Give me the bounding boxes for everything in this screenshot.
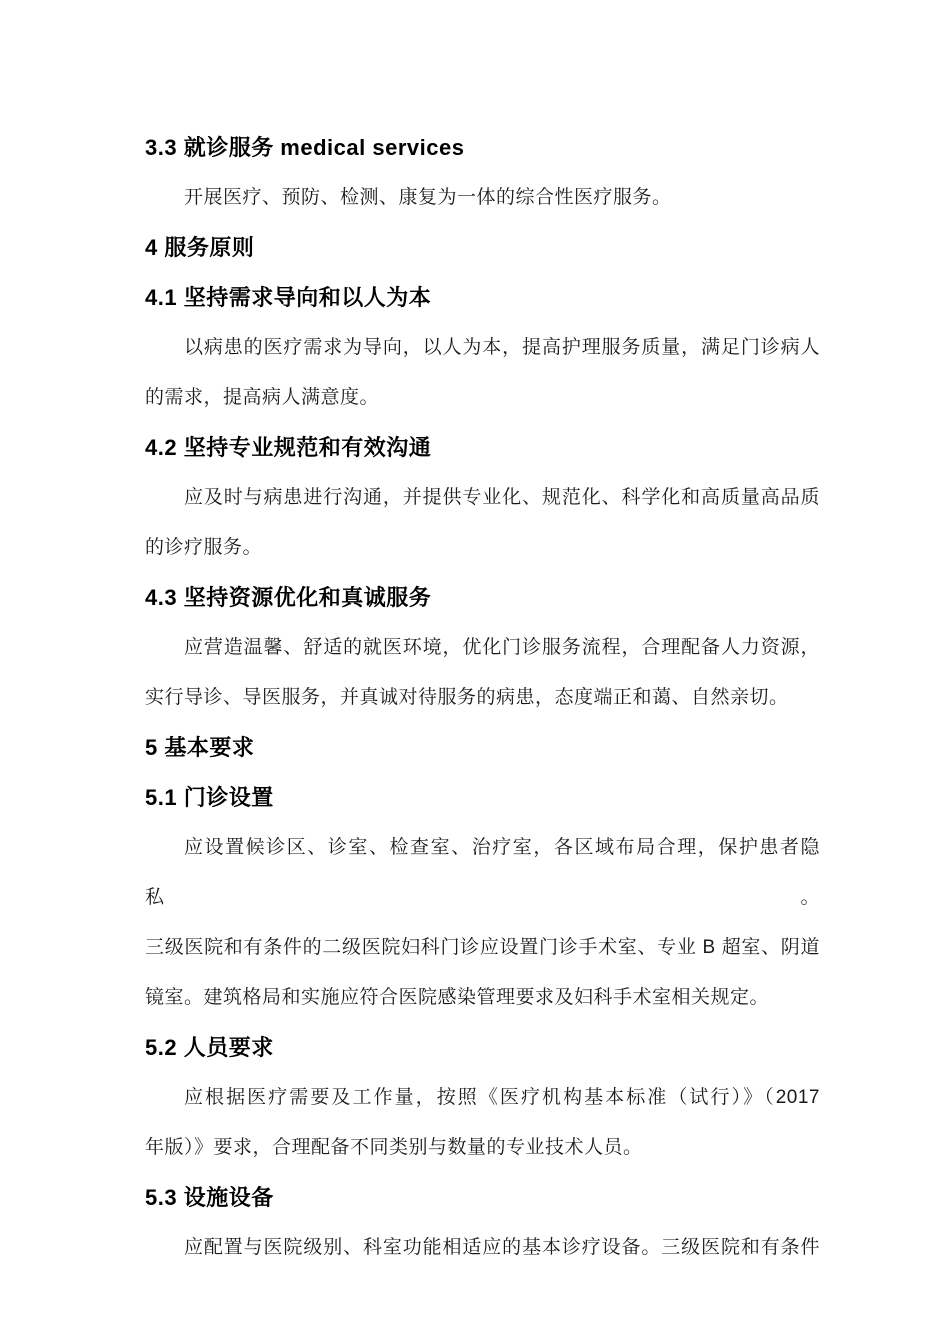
text-line: 以病患的医疗需求为导向，以人为本，提高护理服务质量，满足门诊病人: [184, 337, 820, 358]
text-line: 镜室。建筑格局和实施应符合医院感染管理要求及妇科手术室相关规定。: [145, 987, 770, 1008]
text-line: 实行导诊、导医服务，并真诚对待服务的病患，态度端正和蔼、自然亲切。: [145, 687, 789, 708]
text-line: 应配置与医院级别、科室功能相适应的基本诊疗设备。三级医院和有条件: [184, 1237, 820, 1258]
heading-4-1-demand-oriented: 4.1 坚持需求导向和以人为本: [145, 285, 432, 310]
text-line: 三级医院和有条件的二级医院妇科门诊应设置门诊手术室、专业 B 超室、阴道: [145, 937, 820, 958]
text-line: 应及时与病患进行沟通，并提供专业化、规范化、科学化和高质量高品质: [184, 487, 820, 508]
heading-4-service-principles: 4 服务原则: [145, 235, 255, 260]
paragraph-professional-communication: [145, 473, 820, 573]
heading-5-2-personnel-requirements: 5.2 人员要求: [145, 1035, 274, 1060]
text-line: 应根据医疗需要及工作量，按照《医疗机构基本标准（试行）》（2017: [184, 1087, 820, 1108]
heading-5-3-facilities-equipment: 5.3 设施设备: [145, 1185, 274, 1210]
heading-5-1-outpatient-setup: 5.1 门诊设置: [145, 785, 274, 810]
text-line: 的诊疗服务。: [145, 537, 263, 558]
text-line: 应营造温馨、舒适的就医环境，优化门诊服务流程，合理配备人力资源，: [184, 637, 820, 658]
paragraph-demand-oriented: [145, 323, 820, 423]
paragraph-facilities-equipment: [145, 1223, 820, 1273]
paragraph-resource-optimization: [145, 623, 820, 723]
text-line: 应设置候诊区、诊室、检查室、治疗室，各区域布局合理，保护患者隐私。: [145, 837, 820, 908]
paragraph-outpatient-setup: [145, 823, 820, 1023]
text-line: 开展医疗、预防、检测、康复为一体的综合性医疗服务。: [184, 187, 672, 208]
text-line: 的需求，提高病人满意度。: [145, 387, 380, 408]
heading-4-3-resource-optimization: 4.3 坚持资源优化和真诚服务: [145, 585, 432, 610]
heading-5-basic-requirements: 5 基本要求: [145, 735, 255, 760]
paragraph-personnel-requirements: [145, 1073, 820, 1173]
text-line: 年版）》要求，合理配备不同类别与数量的专业技术人员。: [145, 1137, 643, 1158]
heading-3-3-medical-services: 3.3 就诊服务 medical services: [145, 135, 465, 160]
heading-4-2-professional-communication: 4.2 坚持专业规范和有效沟通: [145, 435, 432, 460]
paragraph-medical-services: [145, 173, 820, 223]
